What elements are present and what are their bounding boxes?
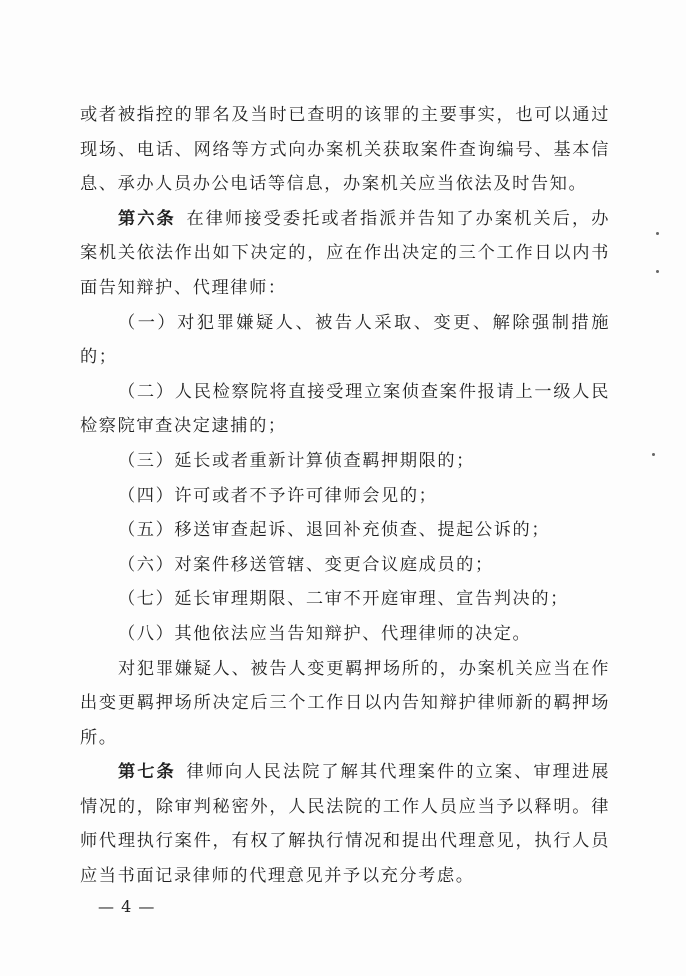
list-item xyxy=(80,306,610,375)
paragraph-text: 对犯罪嫌疑人、被告人变更羁押场所的，办案机关应当在作出变更羁押场所决定后三个工作日以内告知辩护律师新的羁押场所。 xyxy=(80,658,610,748)
paragraph-article-6 xyxy=(80,202,610,306)
list-item-text: （二）人民检察院将直接受理立案侦查案件报请上一级人民检察院审查决定逮捕的； xyxy=(80,381,610,437)
list-item xyxy=(80,375,610,444)
paragraph-text: 律师向人民法院了解其代理案件的立案、审理进展情况的，除审判秘密外，人民法院的工作人员应当予以释明。律师代理执行案件，有权了解执行情况和提出代理意见，执行人员应当书面记录律师的代理意见并予以充分考虑。 xyxy=(80,762,611,887)
document-body xyxy=(80,98,610,894)
list-item xyxy=(80,479,610,514)
list-item-text: （八）其他依法应当告知辩护、代理律师的决定。 xyxy=(118,623,532,644)
list-item xyxy=(80,548,610,583)
list-item-text: （六）对案件移送管辖、变更合议庭成员的； xyxy=(118,554,494,575)
paragraph-detention-change xyxy=(80,652,610,756)
article-heading: 第七条 xyxy=(118,762,176,783)
paragraph-continuation xyxy=(80,98,610,202)
list-item-text: （一）对犯罪嫌疑人、被告人采取、变更、解除强制措施的； xyxy=(80,312,610,368)
paragraph-article-7 xyxy=(80,755,610,893)
list-item xyxy=(80,513,610,548)
article-heading: 第六条 xyxy=(118,208,176,229)
list-item-text: （三）延长或者重新计算侦查羁押期限的； xyxy=(118,450,475,471)
scan-speck xyxy=(656,232,659,235)
list-item xyxy=(80,444,610,479)
list-item xyxy=(80,582,610,617)
scan-speck xyxy=(652,453,655,456)
paragraph-text: 或者被指控的罪名及当时已查明的该罪的主要事实，也可以通过现场、电话、网络等方式向办案机关获取案件查询编号、基本信息、承办人员办公电话等信息，办案机关应当依法及时告知。 xyxy=(80,105,610,195)
paragraph-text: 在律师接受委托或者指派并告知了办案机关后，办案机关依法作出如下决定的，应在作出决定的三个工作日以内书面告知辩护、代理律师： xyxy=(80,208,611,298)
scan-speck xyxy=(656,270,659,273)
list-item-text: （四）许可或者不予许可律师会见的； xyxy=(118,485,438,506)
list-item-text: （五）移送审查起诉、退回补充侦查、提起公诉的； xyxy=(118,520,551,541)
list-item xyxy=(80,617,610,652)
list-item-text: （七）延长审理期限、二审不开庭审理、宣告判决的； xyxy=(118,589,569,610)
page-number: — 4 — xyxy=(98,897,156,916)
